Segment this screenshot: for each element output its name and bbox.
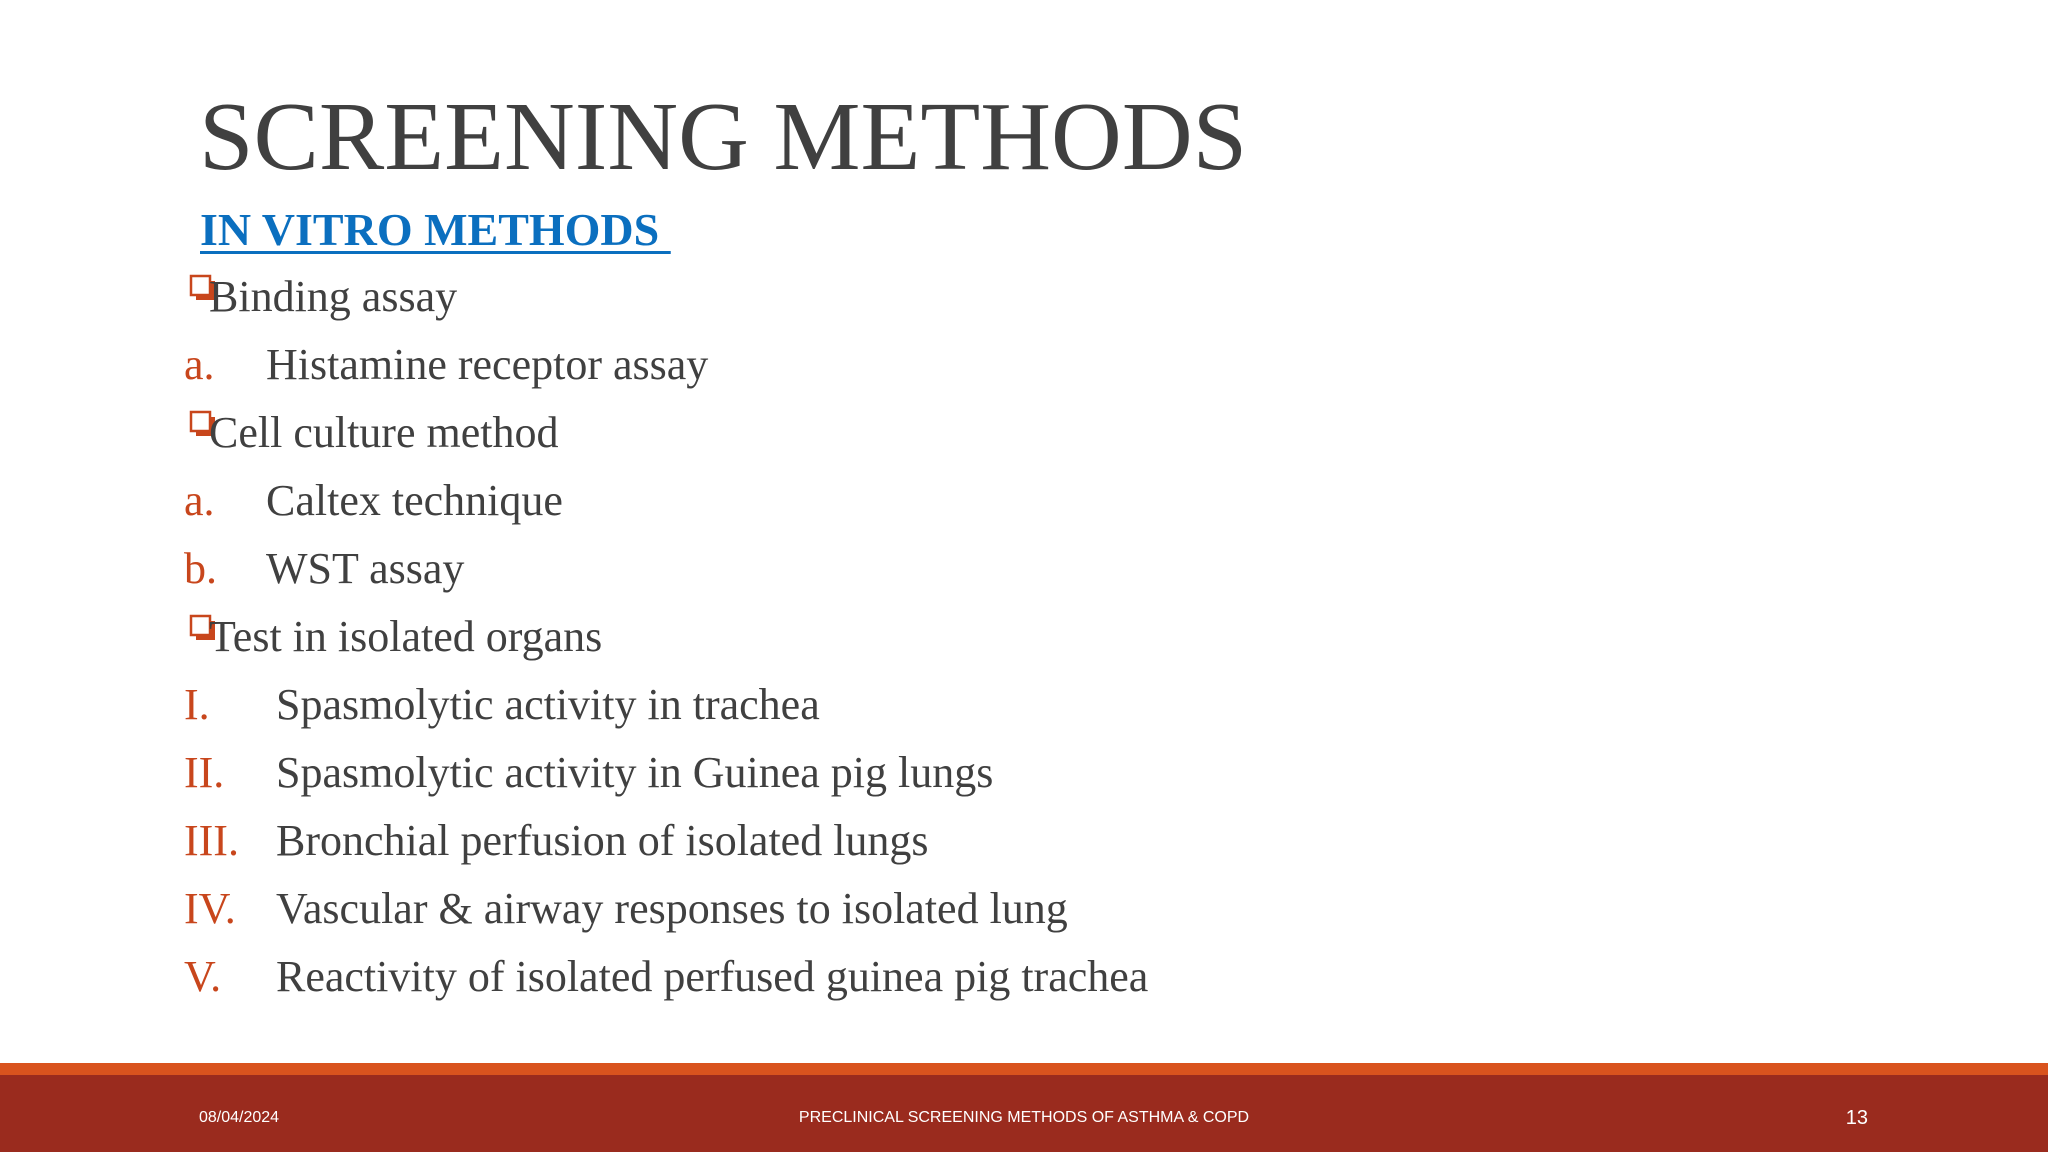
section-heading: IN VITRO METHODS [200, 204, 671, 255]
footer-accent-stripe [0, 1063, 2048, 1075]
list-item-text: Reactivity of isolated perfused guinea pig trachea [276, 952, 1149, 1001]
list-item-marker: a. [184, 340, 215, 389]
list-item-text: Histamine receptor assay [266, 340, 709, 389]
list-item-text: WST assay [266, 544, 465, 593]
list-item [0, 807, 2048, 875]
list-item-marker: a. [184, 476, 215, 525]
page-number: 13 [1845, 1107, 1868, 1129]
list-item-text: Vascular & airway responses to isolated lung [276, 884, 1068, 933]
list-item [0, 875, 2048, 943]
list-item-marker: V. [184, 952, 222, 1001]
list-item-text: Spasmolytic activity in trachea [276, 680, 820, 729]
list-item-text: Test in isolated organs [209, 612, 603, 661]
list-item [0, 535, 2048, 603]
list-item [0, 943, 2048, 1011]
list-item-marker: IV. [184, 884, 236, 933]
list-item [0, 399, 2048, 467]
list-item-text: Cell culture method [209, 408, 559, 457]
list-item [0, 671, 2048, 739]
footer-date: 08/04/2024 [199, 1109, 280, 1126]
list-item-text: Binding assay [209, 272, 458, 321]
list-item-text: Caltex technique [266, 476, 563, 525]
list-item [0, 603, 2048, 671]
list-item [0, 263, 2048, 331]
list-item-marker: b. [184, 544, 217, 593]
list-item-marker: II. [184, 748, 225, 797]
slide-title: SCREENING METHODS [199, 83, 1248, 191]
list-item [0, 331, 2048, 399]
list-item-marker: I. [184, 680, 210, 729]
list-item-marker: III. [184, 816, 239, 865]
footer-bar [0, 1075, 2048, 1152]
list-item-text: Bronchial perfusion of isolated lungs [276, 816, 929, 865]
list-item [0, 739, 2048, 807]
list-item-text: Spasmolytic activity in Guinea pig lungs [276, 748, 994, 797]
list-item [0, 467, 2048, 535]
methods-list [0, 263, 2048, 1011]
footer-title: PRECLINICAL SCREENING METHODS OF ASTHMA & COPD [798, 1109, 1250, 1126]
